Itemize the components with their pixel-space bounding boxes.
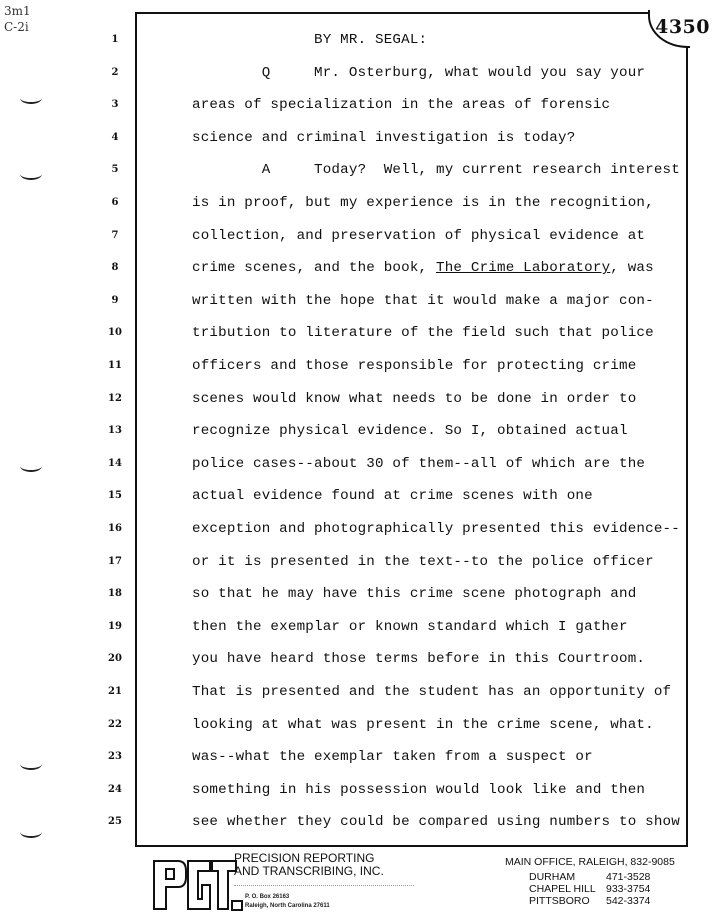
- line-number: 2: [111, 66, 119, 78]
- transcript-line: exception and photographically presented this evidence--: [192, 521, 680, 537]
- office-city: DURHAM: [529, 871, 576, 883]
- transcript-line: written with the hope that it would make a major con-: [192, 292, 654, 309]
- transcript-line: officers and those responsible for protecting crime: [192, 358, 637, 374]
- firm-name: [234, 852, 384, 878]
- line-number: 17: [108, 555, 122, 567]
- line-number: 4: [111, 131, 119, 143]
- binding-hole-mark: [20, 168, 42, 180]
- line-number: 11: [108, 360, 122, 371]
- footer-dotted-rule: [234, 885, 414, 886]
- line-number: 1: [111, 34, 119, 45]
- transcript-line: or it is presented in the text--to the police officer: [192, 553, 654, 570]
- binding-hole-mark: [20, 460, 42, 472]
- line-number: 6: [111, 197, 119, 208]
- office-phone: 471-3528: [606, 871, 651, 883]
- line-number: 12: [108, 392, 122, 404]
- address-line2: Raleigh, North Carolina 27611: [245, 903, 330, 909]
- book-title: The Crime Laboratory: [436, 260, 611, 277]
- office-phone: 933-3754: [606, 883, 651, 895]
- line-number: 9: [111, 294, 119, 306]
- transcript-line: scenes would know what needs to be done in order to: [192, 390, 637, 407]
- office-row: [505, 895, 675, 907]
- transcript-line: was--what the exemplar taken from a suspect or: [192, 749, 593, 766]
- transcript-line: Q Mr. Osterburg, what would you say your: [192, 64, 646, 81]
- corner-note-2: C-2i: [4, 20, 29, 34]
- line-number: 5: [111, 164, 119, 176]
- transcript-line: actual evidence found at crime scenes with one: [192, 488, 593, 505]
- line-number: 13: [108, 425, 122, 437]
- line-number: 25: [108, 816, 122, 828]
- transcript-line: crime scenes, and the book, The Crime Laboratory, was: [192, 260, 654, 277]
- address-line1: P. O. Box 26163: [245, 894, 290, 900]
- corner-note-1: 3m1: [4, 4, 31, 18]
- transcript-line: A Today? Well, my current research interest: [192, 162, 680, 179]
- main-office: MAIN OFFICE, RALEIGH, 832-9085: [505, 856, 675, 868]
- firm-name-line2: AND TRANSCRIBING, INC.: [234, 864, 384, 878]
- line-number: 19: [108, 620, 122, 632]
- transcript-line: something in his possession would look like and then: [192, 781, 646, 798]
- line-number: 22: [108, 718, 122, 730]
- transcript-line: BY MR. SEGAL:: [192, 32, 428, 48]
- line-number: 8: [111, 262, 119, 274]
- binding-hole-mark: [20, 826, 42, 838]
- transcript-line: collection, and preservation of physical evidence at: [192, 227, 646, 244]
- office-city: PITTSBORO: [529, 895, 590, 907]
- binding-hole-mark: [20, 92, 42, 104]
- transcript-line: police cases--about 30 of them--all of which are the: [192, 455, 646, 472]
- line-number: 23: [108, 751, 122, 763]
- transcript-line: see whether they could be compared using numbers to show: [192, 814, 680, 831]
- transcript-line: areas of specialization in the areas of forensic: [192, 97, 611, 114]
- line-number: 20: [108, 653, 122, 665]
- line-number: 16: [108, 523, 122, 534]
- firm-name-line1: PRECISION REPORTING: [234, 851, 375, 865]
- page-number: 4350: [655, 16, 710, 38]
- line-number: 3: [111, 99, 119, 111]
- transcript-line: then the exemplar or known standard which I gather: [192, 618, 628, 635]
- office-row: [505, 883, 675, 895]
- transcript-line: science and criminal investigation is today?: [192, 129, 576, 146]
- line-number: 14: [108, 457, 122, 469]
- transcript-line: looking at what was present in the crime scene, what.: [192, 716, 654, 733]
- binding-hole-mark: [20, 758, 42, 770]
- office-phone: 542-3374: [606, 895, 651, 907]
- transcript-line: so that he may have this crime scene photograph and: [192, 586, 637, 603]
- firm-address: [245, 893, 330, 911]
- line-number: 10: [108, 327, 122, 339]
- line-number: 7: [111, 229, 119, 241]
- transcript-line: tribution to literature of the field such that police: [192, 325, 654, 342]
- transcript-line: you have heard those terms before in this Courtroom.: [192, 651, 646, 668]
- office-directory: [505, 856, 675, 907]
- transcript-line: recognize physical evidence. So I, obtained actual: [192, 423, 628, 440]
- line-number: 21: [108, 686, 122, 697]
- line-number: 18: [108, 588, 122, 600]
- transcript-line: That is presented and the student has an opportunity of: [192, 684, 672, 700]
- line-number: 15: [108, 490, 122, 502]
- transcript-line: is in proof, but my experience is in the recognition,: [192, 195, 654, 211]
- office-row: [505, 871, 675, 883]
- office-city: CHAPEL HILL: [529, 883, 596, 895]
- line-number: 24: [108, 783, 122, 795]
- pt-logo: [152, 855, 247, 913]
